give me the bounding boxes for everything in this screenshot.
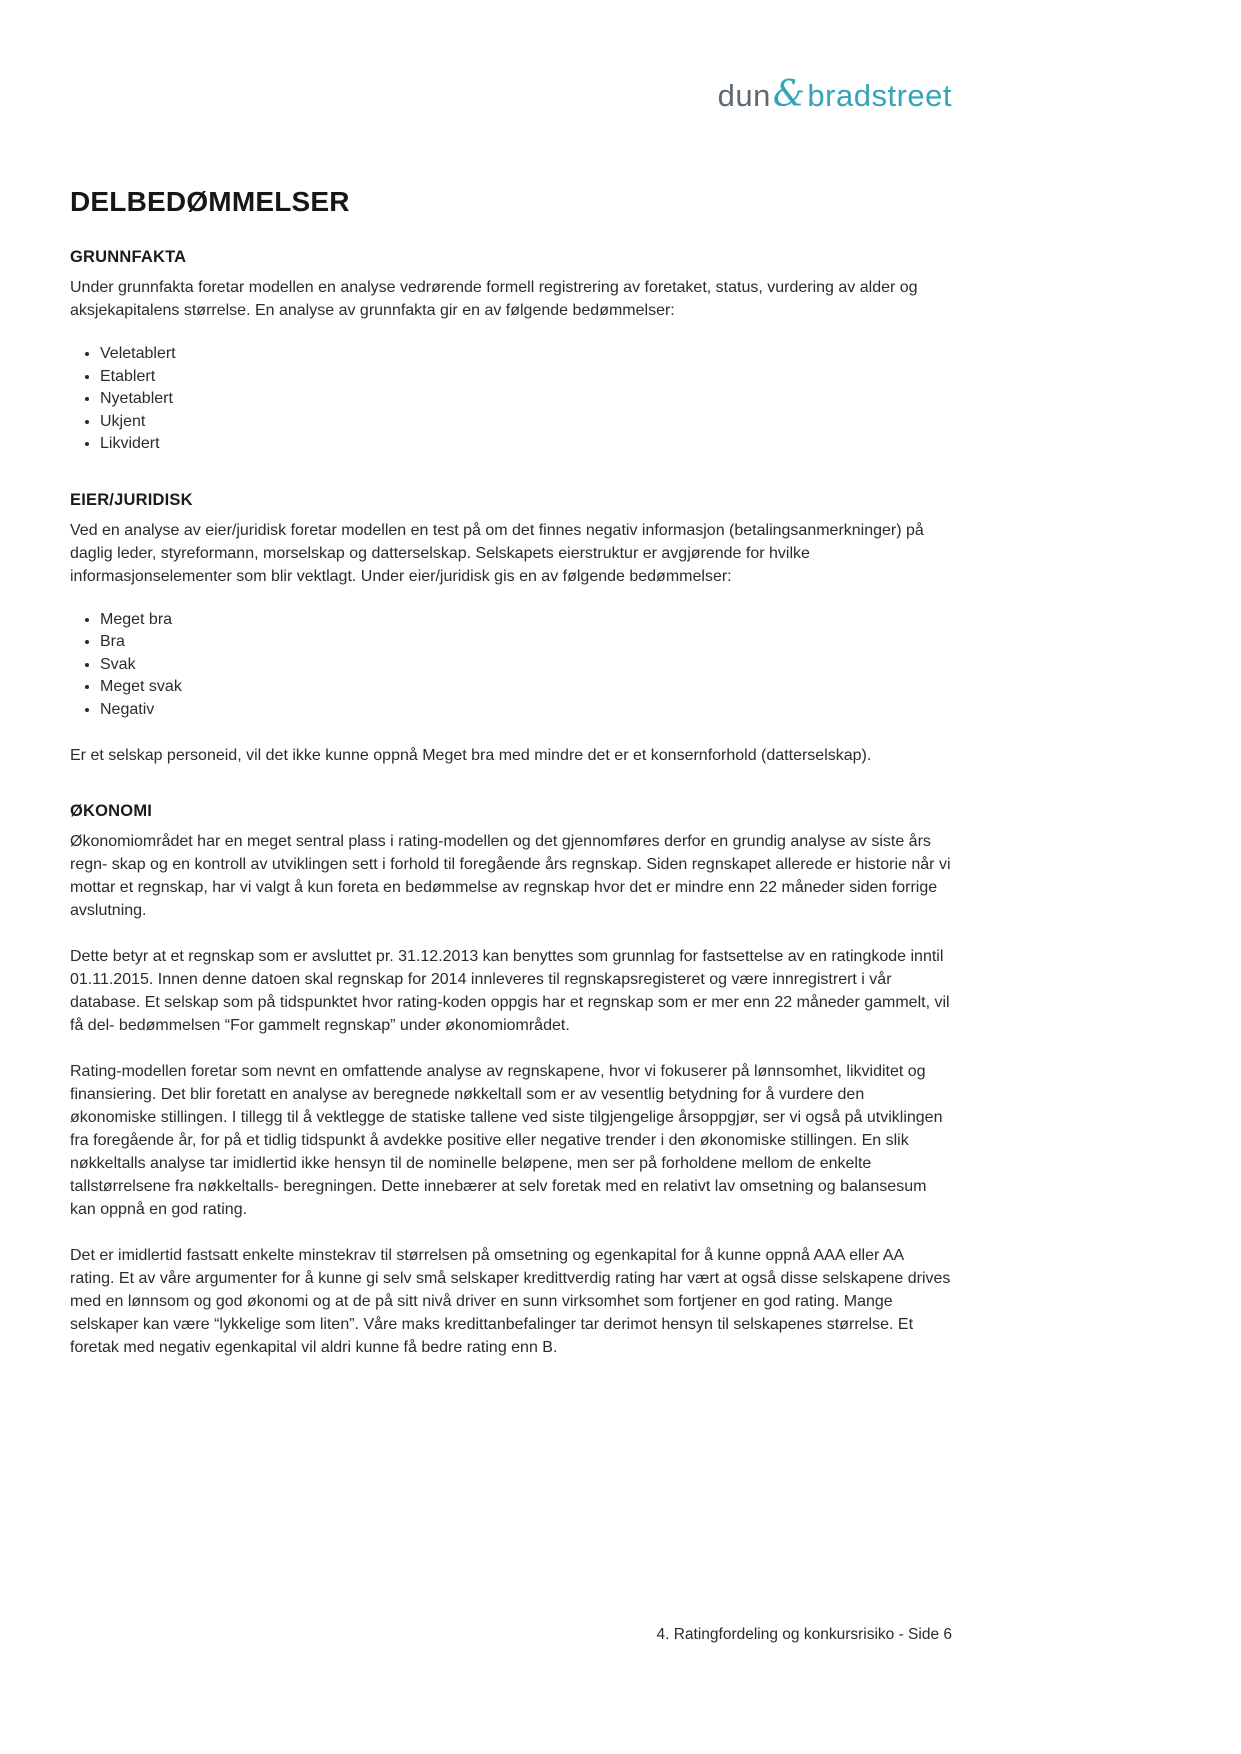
section-okonomi (70, 800, 952, 1359)
bullet-list (70, 609, 952, 722)
page-title: DELBEDØMMELSER (70, 186, 350, 217)
page-footer: 4. Ratingfordeling og konkursrisiko - Side 6 (656, 1626, 952, 1643)
section-heading: ØKONOMI (70, 802, 153, 820)
section-eier-juridisk (70, 489, 952, 768)
paragraph: Det er imidlertid fastsatt enkelte minstekrav til størrelsen på omsetning og egenkapital for å kunne oppnå AAA eller AA rating. Et av våre argumenter for å kunne gi selv små selskaper kredittverdig rating har vært at også disse selskapene drives med en lønnsom og god økonomi og at de på sitt nivå driver en sunn virksomhet som fortjener en god rating. Mange selskaper kan være “lykkelige som liten”. Våre maks kredittanbefalinger tar derimot hensyn til selskapenes størrelse. Et foretak med negativ egenkapital vil aldri kunne få bedre rating enn B. (70, 1247, 951, 1356)
bullet-item: • Negativ (100, 699, 952, 722)
bullet-item: • Ukjent (100, 411, 952, 434)
section-heading: EIER/JURIDISK (70, 490, 193, 509)
paragraph: Dette betyr at et regnskap som er avsluttet pr. 31.12.2013 kan benyttes som grunnlag for fastsettelse av en ratingkode inntil 01.11.2015. Innen denne datoen skal regnskap for 2014 innleveres til regnskapsregisteret og være innregistrert i vår database. Et selskap som på tidspunktet hvor rating-koden oppgis har et regnskap som er mer enn 22 måneder gammelt, vil få del- bedømmelsen “For gammelt regnskap” under økonomiområdet. (70, 948, 950, 1034)
bullet-item: • Meget svak (100, 676, 952, 699)
paragraph: Ved en analyse av eier/juridisk foretar modellen en test på om det finnes negativ informasjon (betalingsanmerkninger) på daglig leder, styreformann, morselskap og datterselskap. Selskapets eierstruktur er avgjørende for hvilke informasjonselementer som blir vektlagt. Under eier/juridisk gis en av følgende bedømmelser: (70, 521, 924, 585)
paragraph: Under grunnfakta foretar modellen en analyse vedrørende formell registrering av foretaket, status, vurdering av alder og aksjekapitalens størrelse. En analyse av grunnfakta gir en av følgende bedømmelser: (70, 279, 918, 319)
logo-text-dun: dun (717, 78, 771, 113)
bullet-item: • Bra (100, 631, 952, 654)
ampersand-icon: & (772, 74, 806, 115)
section-heading: GRUNNFAKTA (70, 248, 187, 266)
bullet-item: • Svak (100, 654, 952, 677)
document-content (70, 246, 952, 1359)
bullet-item: • Nyetablert (100, 388, 952, 411)
bullet-list (70, 343, 952, 456)
section-grunnfakta (70, 246, 952, 456)
dnb-logo (70, 74, 952, 115)
bullet-item: • Meget bra (100, 609, 952, 632)
paragraph: Økonomiområdet har en meget sentral plass i rating-modellen og det gjennomføres derfor en grundig analyse av siste års regn- skap og en kontroll av utviklingen sett i forhold til foregående års regnskap. Siden regnskapet allerede er historie når vi mottar et regnskap, har vi valgt å kun foreta en bedømmelse av regnskap hvor det er mindre enn 22 måneder siden forrige avslutning. (70, 833, 951, 919)
bullet-item: • Veletablert (100, 343, 952, 366)
bullet-item: • Etablert (100, 366, 952, 389)
paragraph: Er et selskap personeid, vil det ikke kunne oppnå Meget bra med mindre det er et konsernforhold (datterselskap). (70, 747, 872, 764)
paragraph: Rating-modellen foretar som nevnt en omfattende analyse av regnskapene, hvor vi fokuserer på lønnsomhet, likviditet og finansiering. Det blir foretatt en analyse av beregnede nøkkeltall som er av vesentlig betydning for å vurdere den økonomiske stillingen. I tillegg til å vektlegge de statiske tallene ved siste tilgjengelige årsoppgjør, ser vi også på utviklingen fra foregående år, for på et tidlig tidspunkt å avdekke positive eller negative trender i den økonomiske stillingen. En slik nøkkeltalls analyse tar imidlertid ikke hensyn til de nominelle beløpene, men ser på forholdene mellom de enkelte tallstørrelsene fra nøkkeltalls- beregningen. Dette innebærer at selv foretak med en relativt lav omsetning og balansesum kan oppnå en god rating. (70, 1063, 943, 1218)
logo-text-bradstreet: bradstreet (807, 78, 952, 113)
bullet-item: • Likvidert (100, 433, 952, 456)
